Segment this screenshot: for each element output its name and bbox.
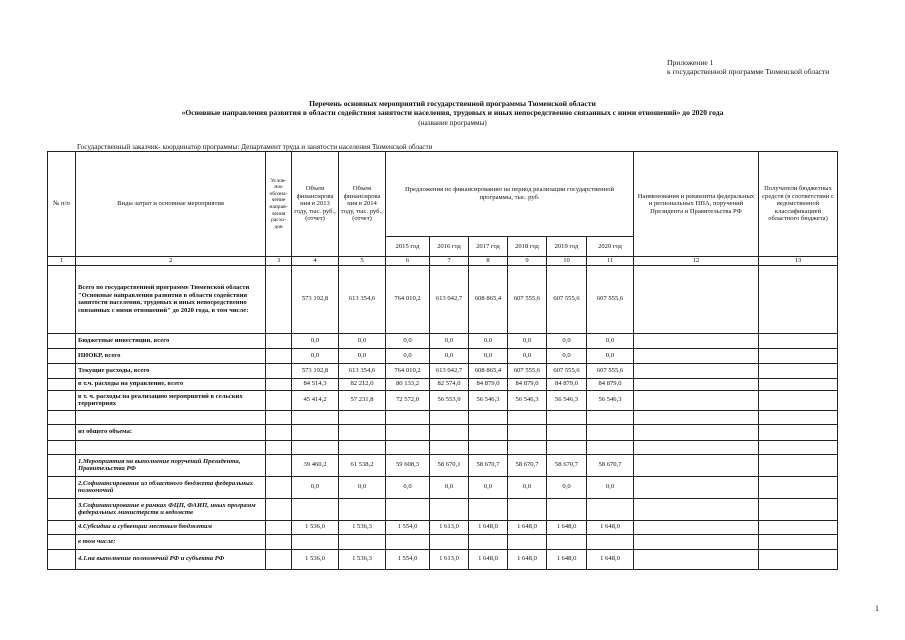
value-cell: 45 414,2: [292, 390, 339, 410]
row-label: в т. ч. расходы на реализацию мероприятий в сельских территориях: [76, 390, 266, 410]
value-cell: [430, 440, 469, 454]
row-label: в том числе:: [76, 534, 266, 549]
value-cell: 0,0: [386, 348, 430, 363]
value-cell: 613 354,6: [339, 265, 386, 333]
value-cell: 82 212,0: [339, 378, 386, 390]
header-year: 2020 год: [587, 237, 634, 257]
table-row: [48, 498, 838, 520]
value-cell: [587, 534, 634, 549]
value-cell: 607 555,6: [508, 363, 547, 378]
value-cell: [587, 424, 634, 440]
value-cell: 1 648,0: [587, 520, 634, 534]
value-cell: [339, 424, 386, 440]
program-name: «Основные направления развития в области содействия занятости населения, трудовых и иных непосредственно связанных с ними отношений» до 2020 года: [181, 108, 724, 117]
header-vol-2013: Объем финансирова ния в 2013 году, тыс. руб., (отчет): [292, 152, 339, 257]
row-number-cell: [48, 348, 76, 363]
header-year: 2017 год: [469, 237, 508, 257]
value-cell: [508, 424, 547, 440]
table-row: [48, 348, 838, 363]
row-label: 4.1.на выполнение полномочий РФ и субъекта РФ: [76, 549, 266, 569]
value-cell: 56 546,3: [547, 390, 587, 410]
table-row: [48, 476, 838, 498]
column-number: 8: [469, 257, 508, 266]
header-vol-2014: Объем финансирова ния в 2014 году, тыс. руб., (отчет): [339, 152, 386, 257]
recipient-cell: [759, 378, 838, 390]
value-cell: [430, 498, 469, 520]
value-cell: [386, 410, 430, 424]
value-cell: [292, 440, 339, 454]
value-cell: 0,0: [430, 333, 469, 348]
recipient-cell: [759, 498, 838, 520]
row-number-cell: [48, 454, 76, 476]
header-condition: Услов-ное обозна-чение направ-ления расхо-дов: [266, 152, 292, 257]
npa-cell: [634, 265, 759, 333]
table-body: [48, 265, 838, 569]
row-number-cell: [48, 549, 76, 569]
value-cell: [508, 410, 547, 424]
header-year: 2015 год: [386, 237, 430, 257]
value-cell: [339, 410, 386, 424]
value-cell: 608 865,4: [469, 363, 508, 378]
condition-cell: [266, 520, 292, 534]
recipient-cell: [759, 476, 838, 498]
condition-cell: [266, 440, 292, 454]
value-cell: [469, 424, 508, 440]
value-cell: [386, 534, 430, 549]
value-cell: 58 670,7: [587, 454, 634, 476]
value-cell: 56 553,9: [430, 390, 469, 410]
value-cell: 0,0: [469, 476, 508, 498]
value-cell: 613 042,7: [430, 363, 469, 378]
value-cell: 607 555,6: [508, 265, 547, 333]
value-cell: 0,0: [547, 476, 587, 498]
row-number-cell: [48, 410, 76, 424]
value-cell: [339, 498, 386, 520]
value-cell: 58 670,1: [430, 454, 469, 476]
value-cell: [469, 498, 508, 520]
npa-cell: [634, 549, 759, 569]
value-cell: [386, 498, 430, 520]
npa-cell: [634, 520, 759, 534]
row-label: [76, 440, 266, 454]
value-cell: 1 648,0: [508, 520, 547, 534]
table-row: [48, 424, 838, 440]
row-number-cell: [48, 440, 76, 454]
value-cell: 1 648,0: [469, 549, 508, 569]
table-row: [48, 440, 838, 454]
value-cell: 84 879,0: [547, 378, 587, 390]
document-title: Перечень основных мероприятий государственной программы Тюменской области: [309, 99, 596, 108]
value-cell: [547, 440, 587, 454]
recipient-cell: [759, 348, 838, 363]
recipient-cell: [759, 424, 838, 440]
value-cell: 0,0: [386, 476, 430, 498]
value-cell: 764 010,2: [386, 265, 430, 333]
npa-cell: [634, 333, 759, 348]
condition-cell: [266, 390, 292, 410]
state-customer: Государственный заказчик- координатор программы: Департамент труда и занятости населения Тюменской области: [77, 143, 433, 151]
value-cell: 0,0: [386, 333, 430, 348]
value-cell: 57 231,8: [339, 390, 386, 410]
value-cell: [508, 534, 547, 549]
value-cell: 72 572,0: [386, 390, 430, 410]
value-cell: [292, 424, 339, 440]
appendix-line-2: к государственной программе Тюменской области: [667, 67, 830, 76]
row-label: 1.Мероприятия на выполнение поручений Президента, Правительства РФ: [76, 454, 266, 476]
value-cell: 0,0: [430, 476, 469, 498]
condition-cell: [266, 378, 292, 390]
value-cell: [292, 534, 339, 549]
value-cell: [547, 410, 587, 424]
recipient-cell: [759, 363, 838, 378]
column-number: 12: [634, 257, 759, 266]
row-number-cell: [48, 363, 76, 378]
recipient-cell: [759, 390, 838, 410]
value-cell: [430, 424, 469, 440]
table-row: [48, 454, 838, 476]
table-row: [48, 410, 838, 424]
table-row: [48, 378, 838, 390]
value-cell: 1 554,0: [386, 520, 430, 534]
column-number: 2: [76, 257, 266, 266]
value-cell: 84 514,3: [292, 378, 339, 390]
value-cell: 58 670,7: [547, 454, 587, 476]
recipient-cell: [759, 549, 838, 569]
value-cell: 0,0: [508, 476, 547, 498]
value-cell: 1 536,0: [292, 549, 339, 569]
value-cell: 0,0: [587, 333, 634, 348]
recipient-cell: [759, 333, 838, 348]
column-number: 3: [266, 257, 292, 266]
row-label: 2.Софинансирование из областного бюджета федеральных полномочий: [76, 476, 266, 498]
value-cell: [547, 498, 587, 520]
row-number-cell: [48, 534, 76, 549]
value-cell: [339, 440, 386, 454]
npa-cell: [634, 348, 759, 363]
value-cell: 80 133,2: [386, 378, 430, 390]
value-cell: [386, 440, 430, 454]
row-label: Всего по государственной программе Тюменской области "Основные направления развития в области содействия занятости населения, трудовых и иных непосредственно связанных с ними отношений" до 2020 года, в том числе:: [76, 265, 266, 333]
measures-table: [47, 151, 838, 570]
condition-cell: [266, 265, 292, 333]
condition-cell: [266, 348, 292, 363]
header-recipients: Получатели бюджетных средств (в соответствии с ведомственной классификацией областного бюджета): [759, 152, 838, 257]
condition-cell: [266, 424, 292, 440]
value-cell: 607 555,6: [547, 265, 587, 333]
value-cell: 0,0: [587, 348, 634, 363]
column-number: 6: [386, 257, 430, 266]
table-row: [48, 333, 838, 348]
value-cell: 1 536,0: [292, 520, 339, 534]
row-label: НИОКР, всего: [76, 348, 266, 363]
value-cell: 1 613,0: [430, 520, 469, 534]
condition-cell: [266, 454, 292, 476]
npa-cell: [634, 534, 759, 549]
value-cell: [587, 498, 634, 520]
header-npa: Наименования и реквизиты федеральных и региональных НПА, поручений Президента и Правительства РФ: [634, 152, 759, 257]
row-label: 4.Субсидии и субвенции местным бюджетам: [76, 520, 266, 534]
value-cell: 607 555,6: [547, 363, 587, 378]
row-label: в т.ч. расходы на управление, всего: [76, 378, 266, 390]
value-cell: [469, 534, 508, 549]
value-cell: 1 648,0: [547, 520, 587, 534]
recipient-cell: [759, 410, 838, 424]
value-cell: 1 536,3: [339, 520, 386, 534]
npa-cell: [634, 476, 759, 498]
row-number-cell: [48, 498, 76, 520]
value-cell: 608 865,4: [469, 265, 508, 333]
value-cell: 0,0: [292, 476, 339, 498]
value-cell: 607 555,6: [587, 363, 634, 378]
value-cell: 0,0: [508, 333, 547, 348]
condition-cell: [266, 498, 292, 520]
value-cell: 0,0: [508, 348, 547, 363]
value-cell: [469, 440, 508, 454]
condition-cell: [266, 363, 292, 378]
value-cell: [547, 534, 587, 549]
value-cell: [430, 410, 469, 424]
value-cell: 1 648,0: [508, 549, 547, 569]
column-number: 11: [587, 257, 634, 266]
column-number: 9: [508, 257, 547, 266]
recipient-cell: [759, 265, 838, 333]
value-cell: 0,0: [547, 333, 587, 348]
row-label: Текущие расходы, всего: [76, 363, 266, 378]
table-row: [48, 534, 838, 549]
condition-cell: [266, 534, 292, 549]
value-cell: 84 879,0: [508, 378, 547, 390]
row-number-cell: [48, 333, 76, 348]
appendix-line-1: Приложение 1: [667, 58, 714, 67]
value-cell: 0,0: [430, 348, 469, 363]
header-year: 2019 год: [547, 237, 587, 257]
row-number-cell: [48, 265, 76, 333]
row-number-cell: [48, 378, 76, 390]
condition-cell: [266, 333, 292, 348]
condition-cell: [266, 410, 292, 424]
value-cell: [587, 410, 634, 424]
npa-cell: [634, 378, 759, 390]
header-year: 2018 год: [508, 237, 547, 257]
recipient-cell: [759, 534, 838, 549]
value-cell: [292, 410, 339, 424]
page-number: 1: [875, 604, 879, 613]
table-row: [48, 549, 838, 569]
value-cell: [469, 410, 508, 424]
value-cell: 0,0: [469, 333, 508, 348]
table-row: [48, 265, 838, 333]
value-cell: 58 670,7: [469, 454, 508, 476]
recipient-cell: [759, 454, 838, 476]
value-cell: 0,0: [469, 348, 508, 363]
value-cell: 573 192,8: [292, 363, 339, 378]
row-label: из общего объема:: [76, 424, 266, 440]
recipient-cell: [759, 440, 838, 454]
value-cell: 0,0: [587, 476, 634, 498]
value-cell: 56 546,3: [469, 390, 508, 410]
npa-cell: [634, 454, 759, 476]
header-year: 2016 год: [430, 237, 469, 257]
appendix-note: [667, 58, 829, 76]
value-cell: 0,0: [339, 476, 386, 498]
row-number-cell: [48, 390, 76, 410]
table-row: [48, 390, 838, 410]
value-cell: 1 648,0: [547, 549, 587, 569]
value-cell: [508, 440, 547, 454]
value-cell: 61 538,2: [339, 454, 386, 476]
value-cell: 84 879,0: [587, 378, 634, 390]
table-row: [48, 520, 838, 534]
value-cell: [547, 424, 587, 440]
value-cell: 607 555,6: [587, 265, 634, 333]
header-proposals: Предложения по финансированию на период реализации государственной программы, тыс. руб.: [386, 152, 634, 237]
value-cell: 1 613,0: [430, 549, 469, 569]
npa-cell: [634, 498, 759, 520]
value-cell: [386, 424, 430, 440]
value-cell: 613 042,7: [430, 265, 469, 333]
column-number: 5: [339, 257, 386, 266]
row-number-cell: [48, 520, 76, 534]
column-number: 7: [430, 257, 469, 266]
recipient-cell: [759, 520, 838, 534]
column-number: 13: [759, 257, 838, 266]
row-label: Бюджетные инвестиции, всего: [76, 333, 266, 348]
value-cell: 84 879,0: [469, 378, 508, 390]
column-number: 1: [48, 257, 76, 266]
value-cell: 0,0: [339, 348, 386, 363]
row-label: 3.Софинансирование в рамках ФЦП, ФАИП, иных программ федеральных министерств и ведомств: [76, 498, 266, 520]
value-cell: 58 670,7: [508, 454, 547, 476]
value-cell: [430, 534, 469, 549]
value-cell: 1 648,0: [469, 520, 508, 534]
npa-cell: [634, 390, 759, 410]
npa-cell: [634, 410, 759, 424]
value-cell: 56 546,3: [587, 390, 634, 410]
condition-cell: [266, 476, 292, 498]
column-number: 10: [547, 257, 587, 266]
value-cell: 56 546,3: [508, 390, 547, 410]
program-name-caption: (название программы): [418, 119, 487, 127]
value-cell: 82 574,0: [430, 378, 469, 390]
value-cell: 0,0: [292, 333, 339, 348]
column-number: 4: [292, 257, 339, 266]
value-cell: 1 648,0: [587, 549, 634, 569]
header-kinds: Виды затрат и основные мероприятия: [76, 152, 266, 257]
value-cell: 1 536,3: [339, 549, 386, 569]
value-cell: 0,0: [547, 348, 587, 363]
value-cell: 1 554,0: [386, 549, 430, 569]
value-cell: 573 192,8: [292, 265, 339, 333]
value-cell: 0,0: [292, 348, 339, 363]
value-cell: 0,0: [339, 333, 386, 348]
npa-cell: [634, 424, 759, 440]
condition-cell: [266, 549, 292, 569]
value-cell: [508, 498, 547, 520]
value-cell: [339, 534, 386, 549]
value-cell: 764 010,2: [386, 363, 430, 378]
table-row: [48, 363, 838, 378]
header-num: № п/п: [48, 152, 76, 257]
value-cell: 59 608,3: [386, 454, 430, 476]
npa-cell: [634, 440, 759, 454]
value-cell: 613 354,6: [339, 363, 386, 378]
value-cell: [292, 498, 339, 520]
row-number-cell: [48, 424, 76, 440]
npa-cell: [634, 363, 759, 378]
row-number-cell: [48, 476, 76, 498]
row-label: [76, 410, 266, 424]
value-cell: 39 460,2: [292, 454, 339, 476]
value-cell: [587, 440, 634, 454]
